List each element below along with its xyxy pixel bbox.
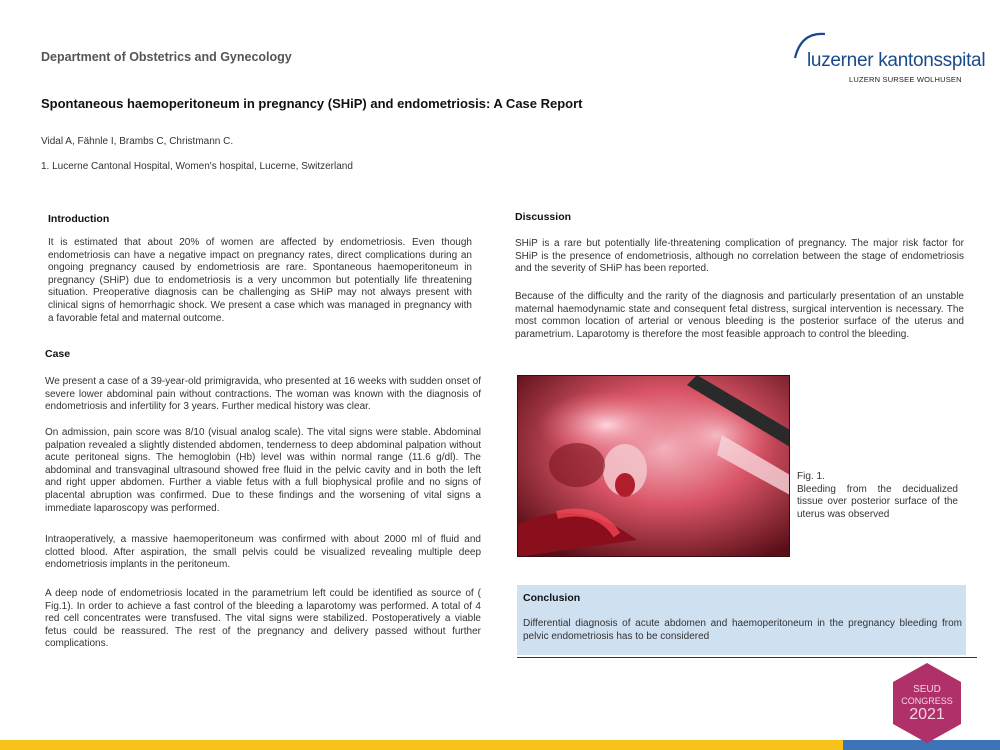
department-name: Department of Obstetrics and Gynecology: [41, 50, 292, 64]
congress-line-1: SEUD: [913, 684, 941, 695]
logo-word-2: kantonsspital: [878, 50, 986, 71]
figure-caption-text: Bleeding from the decidualized tissue over posterior surface of the uterus was observed: [797, 483, 958, 520]
discussion-heading: Discussion: [515, 211, 572, 223]
introduction-heading: Introduction: [48, 213, 110, 225]
congress-line-3: 2021: [909, 706, 945, 723]
case-paragraph-2: On admission, pain score was 8/10 (visual analog scale). The vital signs were stable. Abdominal palpation revealed a slightly distended abdomen, tenderness to deep abdominal palpation without acute peritoneal signs. The hemoglobin (Hb) level was within normal range (11.6 g/dl). The abdominal and transvaginal ultrasound showed free fluid in the pelvic cavity and in both the left and right upper abdomen. Further a viable fetus with a full biophysical profile and no signs of placental abruption was confirmed. Due to these findings and the worsening of vital signs a immediate laparoscopy was performed.: [45, 427, 481, 514]
case-paragraph-3: Intraoperatively, a massive haemoperitoneum was confirmed with about 2000 ml of fluid and clotted blood. After aspiration, the small pelvis could be visualized revealing multiple deep endometriosis implants in the peritoneum.: [45, 534, 481, 571]
case-paragraph-4: A deep node of endometriosis located in the parametrium left could be identified as source of ( Fig.1). In order to achieve a fast control of the bleeding a laparotomy was performed. A total of 4 red cell concentrates were transfused. The vital signs were stabilized. Postoperatively a viable fetus could be reassured. The rest of the pregnancy and delivery passed without further complications.: [45, 588, 481, 650]
logo-wordmark: [807, 50, 985, 72]
case-heading: Case: [45, 348, 71, 360]
conclusion-divider: [517, 657, 977, 658]
conclusion-text: Differential diagnosis of acute abdomen and haemoperitoneum in the pregnancy bleeding from pelvic endometriosis has to be considered: [523, 618, 962, 642]
discussion-paragraph-2: Because of the difficulty and the rarity of the diagnosis and particularly presentation of an unstable maternal haemodynamic state and consequent fetal distress, surgical intervention is necessary. The most common location of arterial or venous bleeding is the posterior surface of the uterus and parametrium. Laparotomy is therefore the most feasible approach to control the bleeding.: [515, 291, 964, 340]
conclusion-box: [517, 585, 966, 655]
hospital-logo: [793, 28, 986, 90]
congress-line-2: CONGRESS: [901, 696, 953, 706]
affiliation: 1. Lucerne Cantonal Hospital, Women's hospital, Lucerne, Switzerland: [41, 161, 353, 172]
discussion-paragraph-1: SHiP is a rare but potentially life-threatening complication of pregnancy. The major risk factor for SHiP is the presence of endometriosis, although no correlation between the stage of endometriosis and the severity of SHiP has been reported.: [515, 238, 964, 275]
case-paragraph-1: We present a case of a 39-year-old primigravida, who presented at 16 weeks with sudden onset of severe lower abdominal pain without contractions. The woman was known with the diagnosis of endometriosis and infertility for 3 years. Further medical history was clear.: [45, 376, 481, 413]
figure-label: Fig. 1.: [797, 471, 825, 482]
poster-title: Spontaneous haemoperitoneum in pregnancy (SHiP) and endometriosis: A Case Report: [41, 96, 583, 111]
footer-bar-yellow: [0, 740, 843, 750]
figure-caption: [797, 471, 958, 521]
authors: Vidal A, Fähnle I, Brambs C, Christmann C.: [41, 136, 234, 147]
logo-subtitle: LUZERN SURSEE WOLHUSEN: [849, 75, 962, 84]
surgical-photo: [517, 375, 790, 557]
conclusion-heading: Conclusion: [523, 592, 581, 604]
congress-badge: [891, 661, 963, 745]
surgical-photo-image: [517, 375, 790, 557]
logo-word-1: luzerner: [807, 50, 879, 71]
introduction-text: It is estimated that about 20% of women are affected by endometriosis. Even though endometriosis can have a negative impact on pregnancy rates, direct complications during an ongoing pregnancy caused by endometriosis are rare. Spontaneous haemoperitoneum in pregnancy (SHiP) due to endometriosis is a very uncommon but potentially life threatening situation. Preoperative diagnosis can be challenging as SHiP may not always present with clinical signs of hemorrhagic shock. We present a case which was managed in pregnancy with a favorable fetal and maternal outcome.: [48, 237, 472, 324]
